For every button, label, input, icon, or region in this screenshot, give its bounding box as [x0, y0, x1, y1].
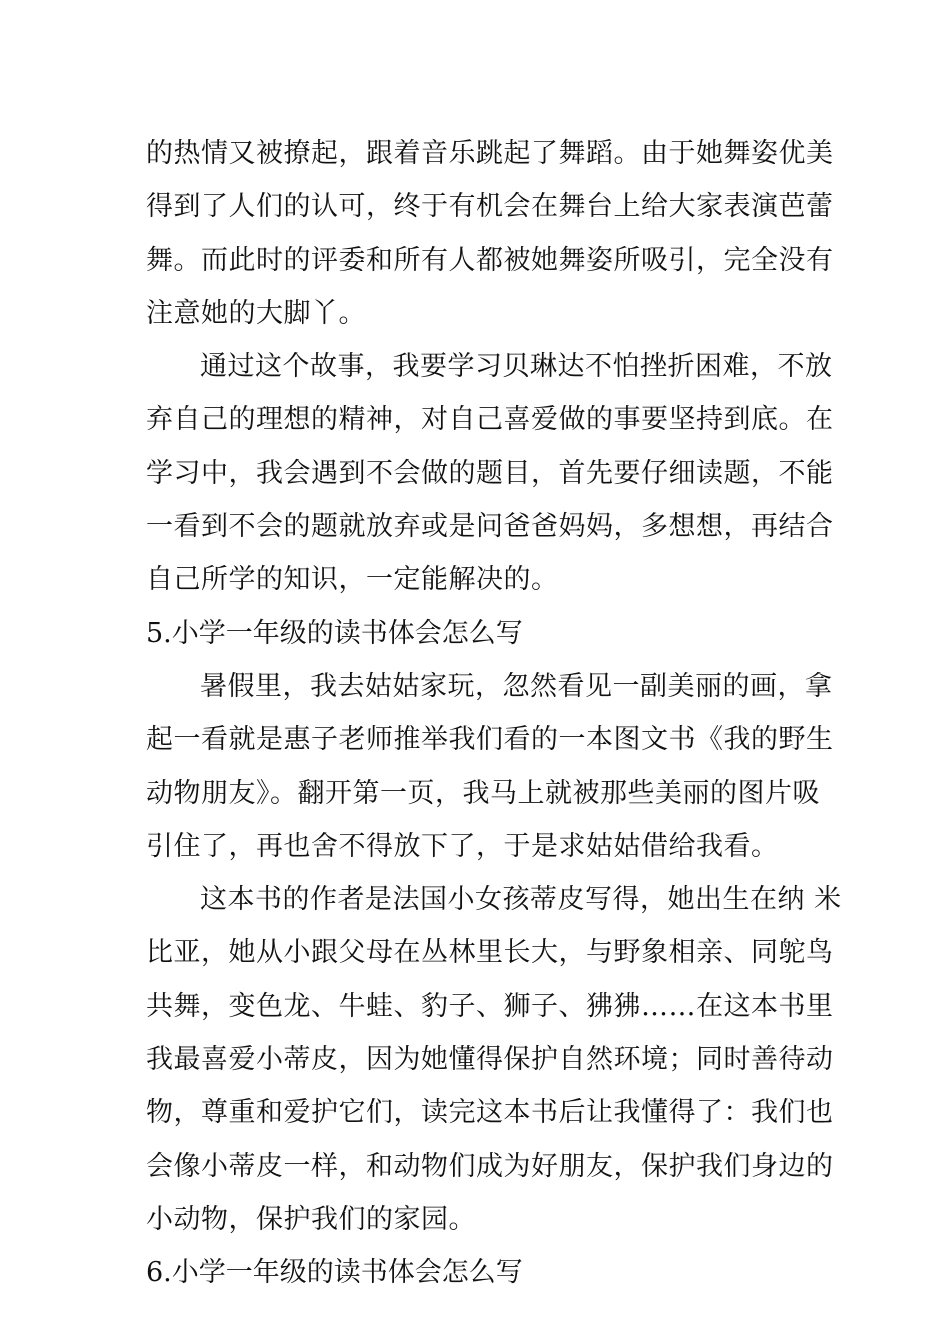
text-line: 起一看就是惠子老师推举我们看的一本图文书《我的野生 — [146, 724, 834, 756]
text-line: 学习中，我会遇到不会做的题目，首先要仔细读题，不能 — [146, 457, 834, 489]
text-line: 舞。而此时的评委和所有人都被她舞姿所吸引，完全没有 — [146, 244, 834, 276]
text-line: 会像小蒂皮一样，和动物们成为好朋友，保护我们身边的 — [146, 1150, 834, 1182]
section-heading-5: 5.小学一年级的读书体会怎么写 — [146, 617, 523, 649]
text-line: 我最喜爱小蒂皮，因为她懂得保护自然环境；同时善待动 — [146, 1044, 834, 1076]
text-line: 得到了人们的认可，终于有机会在舞台上给大家表演芭蕾 — [146, 191, 834, 223]
paragraph-first-line: 暑假里，我去姑姑家玩，忽然看见一副美丽的画，拿 — [200, 670, 833, 702]
text-line: 弃自己的理想的精神，对自己喜爱做的事要坚持到底。在 — [146, 404, 834, 436]
text-line: 的热情又被撩起，跟着音乐跳起了舞蹈。由于她舞姿优美 — [146, 138, 834, 169]
text-line: 自己所学的知识，一定能解决的。 — [146, 564, 559, 596]
text-line: 物，尊重和爱护它们，读完这本书后让我懂得了：我们也 — [146, 1097, 834, 1129]
text-line: 一看到不会的题就放弃或是问爸爸妈妈，多想想，再结合 — [146, 511, 834, 543]
text-line: 小动物，保护我们的家园。 — [146, 1203, 476, 1235]
text-line: 引住了，再也舍不得放下了，于是求姑姑借给我看。 — [146, 830, 779, 862]
document-body — [146, 127, 842, 1300]
text-line: 共舞，变色龙、牛蛙、豹子、狮子、狒狒……在这本书里 — [146, 990, 834, 1022]
paragraph-first-line: 这本书的作者是法国小女孩蒂皮写得，她出生在纳 米 — [200, 884, 842, 916]
text-line: 动物朋友》。翻开第一页，我马上就被那些美丽的图片吸 — [146, 777, 820, 809]
section-heading-6: 6.小学一年级的读书体会怎么写 — [146, 1257, 523, 1289]
text-line: 注意她的大脚丫。 — [146, 297, 366, 329]
text-line: 比亚，她从小跟父母在丛林里长大，与野象相亲、同鸵鸟 — [146, 937, 834, 969]
paragraph-first-line: 通过这个故事，我要学习贝琳达不怕挫折困难，不放 — [200, 351, 833, 383]
